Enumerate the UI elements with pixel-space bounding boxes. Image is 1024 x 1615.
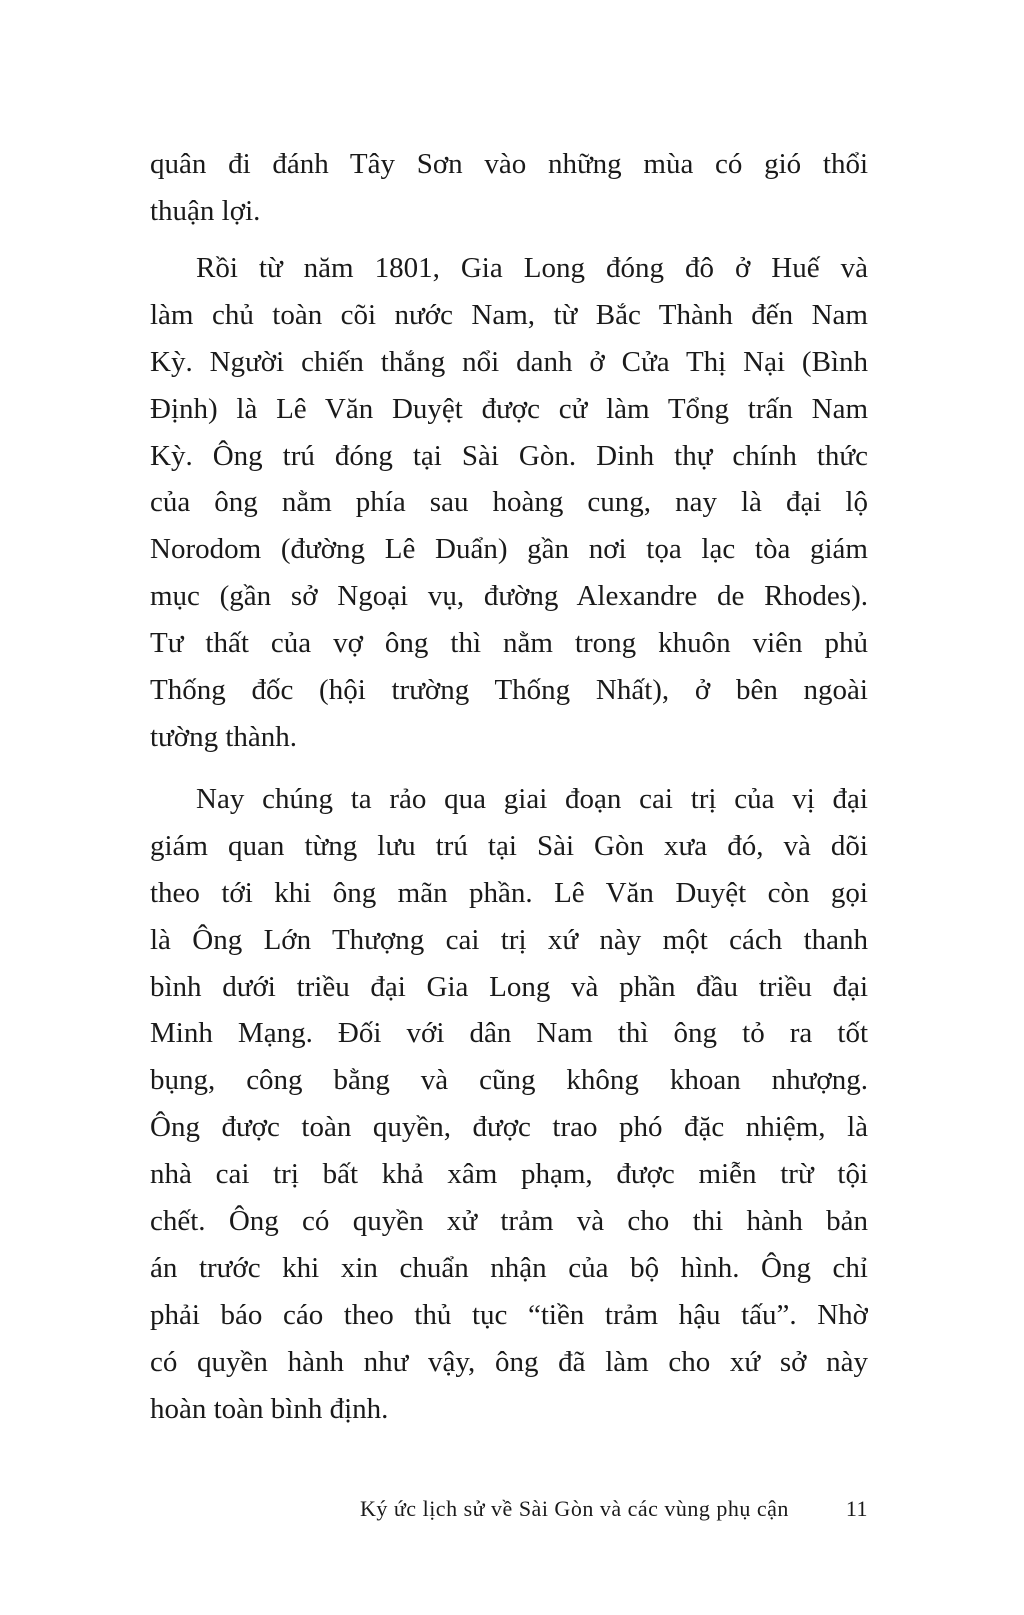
text-line: Định) là Lê Văn Duyệt được cử làm Tổng trấn Nam — [150, 392, 868, 425]
text-line: mục (gần sở Ngoại vụ, đường Alexandre de Rhodes). — [150, 580, 868, 613]
page-footer — [360, 1496, 868, 1522]
text-line: chết. Ông có quyền xử trảm và cho thi hành bản — [150, 1205, 868, 1238]
text-line: bình dưới triều đại Gia Long và phần đầu triều đại — [150, 970, 868, 1003]
text-line: Thống đốc (hội trường Thống Nhất), ở bên ngoài — [150, 674, 868, 707]
text-line: là Ông Lớn Thượng cai trị xứ này một cách thanh — [150, 923, 868, 956]
text-line: Kỳ. Ông trú đóng tại Sài Gòn. Dinh thự chính thức — [150, 439, 868, 472]
running-title: Ký ức lịch sử về Sài Gòn và các vùng phụ cận — [360, 1496, 789, 1521]
text-line: nhà cai trị bất khả xâm phạm, được miễn trừ tội — [150, 1158, 868, 1191]
text-line: Nay chúng ta rảo qua giai đoạn cai trị của vị đại — [196, 783, 868, 815]
text-line: Tư thất của vợ ông thì nằm trong khuôn viên phủ — [150, 627, 868, 660]
text-line: tường thành. — [150, 720, 298, 753]
paragraph-2 — [150, 245, 868, 761]
text-line: quân đi đánh Tây Sơn vào những mùa có gió thổi — [150, 148, 868, 180]
text-line: có quyền hành như vậy, ông đã làm cho xứ sở này — [150, 1345, 868, 1378]
text-line: Minh Mạng. Đối với dân Nam thì ông tỏ ra tốt — [150, 1017, 868, 1050]
text-line: Norodom (đường Lê Duẩn) gần nơi tọa lạc tòa giám — [150, 533, 868, 566]
text-line: Ông được toàn quyền, được trao phó đặc nhiệm, là — [150, 1111, 868, 1144]
text-line: Kỳ. Người chiến thắng nổi danh ở Cửa Thị Nại (Bình — [150, 345, 868, 378]
text-line: bụng, công bằng và cũng không khoan nhượng. — [150, 1064, 868, 1097]
text-line: án trước khi xin chuẩn nhận của bộ hình. Ông chỉ — [150, 1251, 868, 1284]
page-number: 11 — [845, 1496, 868, 1521]
text-line: làm chủ toàn cõi nước Nam, từ Bắc Thành đến Nam — [150, 298, 868, 331]
text-line: Rồi từ năm 1801, Gia Long đóng đô ở Huế và — [196, 252, 868, 284]
text-line: hoàn toàn bình định. — [150, 1392, 389, 1425]
paragraph-1 — [150, 141, 868, 235]
text-line: giám quan từng lưu trú tại Sài Gòn xưa đó, và dõi — [150, 829, 868, 862]
text-line: của ông nằm phía sau hoàng cung, nay là đại lộ — [150, 486, 868, 519]
text-line: theo tới khi ông mãn phần. Lê Văn Duyệt còn gọi — [150, 876, 868, 909]
text-line: thuận lợi. — [150, 194, 261, 227]
paragraph-3 — [150, 776, 868, 1432]
text-line: phải báo cáo theo thủ tục “tiền trảm hậu tấu”. Nhờ — [150, 1298, 868, 1331]
